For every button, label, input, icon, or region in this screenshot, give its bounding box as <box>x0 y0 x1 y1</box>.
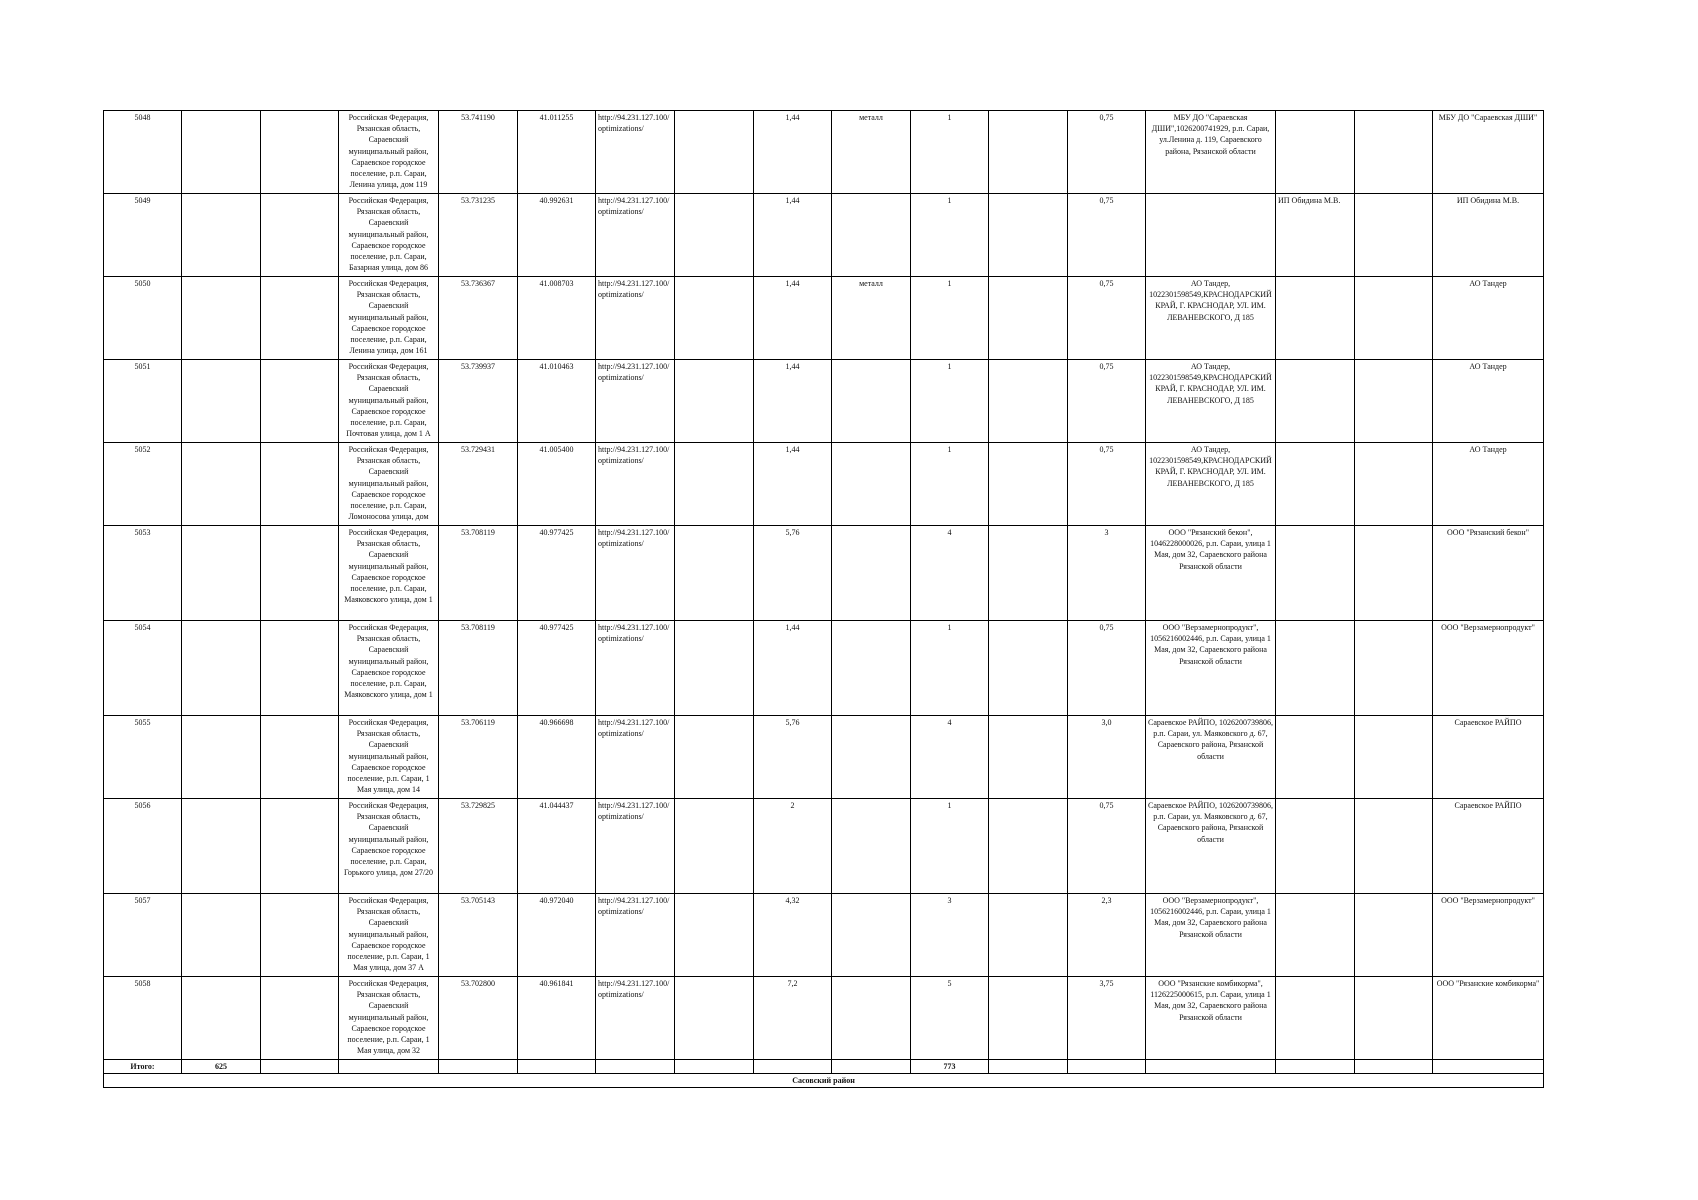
cell-empty <box>989 194 1068 277</box>
cell-url: http://94.231.127.100/optimizations/ <box>596 194 675 277</box>
cell-empty <box>989 443 1068 526</box>
cell-empty <box>261 443 339 526</box>
cell-address: Российская Федерация, Рязанская область, Сараевский муниципальный район, Сараевское городское поселение, р.п. Сараи, 1 Мая улица, дом 37 А <box>339 894 439 977</box>
cell-address: Российская Федерация, Рязанская область, Сараевский муниципальный район, Сараевское городское поселение, р.п. Сараи, Маяковского улица, дом 1 <box>339 621 439 716</box>
cell-empty <box>989 799 1068 894</box>
cell-empty <box>675 443 754 526</box>
cell-owner: ООО "Верзамернопродукт", 1056216002446, р.п. Сараи, улица 1 Мая, дом 32, Сараевского района Рязанской области <box>1146 894 1276 977</box>
cell-area: 2 <box>754 799 832 894</box>
cell-owner: Сараевское РАЙПО, 1026200739806, р.п. Сараи, ул. Маяковского д. 67, Сараевского района, Рязанской области <box>1146 799 1276 894</box>
cell-volume: 0,75 <box>1068 443 1146 526</box>
cell-lon: 41.008703 <box>518 277 596 360</box>
cell-lon: 41.010463 <box>518 360 596 443</box>
cell-empty <box>989 277 1068 360</box>
cell-source: ООО "Верзамернопродукт" <box>1433 621 1544 716</box>
cell-empty <box>261 360 339 443</box>
cell-material <box>832 716 911 799</box>
cell-empty <box>182 360 261 443</box>
cell-material <box>832 977 911 1060</box>
cell-ip <box>1276 443 1355 526</box>
cell-url: http://94.231.127.100/optimizations/ <box>596 977 675 1060</box>
cell-volume: 0,75 <box>1068 277 1146 360</box>
cell-empty <box>1355 977 1433 1060</box>
cell-id: 5054 <box>104 621 182 716</box>
cell-empty <box>989 621 1068 716</box>
cell-empty <box>261 716 339 799</box>
cell-empty <box>675 111 754 194</box>
cell-lon: 40.977425 <box>518 526 596 621</box>
cell-empty <box>675 194 754 277</box>
cell-empty <box>989 977 1068 1060</box>
cell-url: http://94.231.127.100/optimizations/ <box>596 277 675 360</box>
cell-empty <box>1276 1060 1355 1074</box>
cell-empty <box>261 277 339 360</box>
table-row <box>104 526 1544 621</box>
cell-owner: МБУ ДО "Сараевская ДШИ",1026200741929, р.п. Сараи, ул.Ленина д. 119, Сараевского района, Рязанской области <box>1146 111 1276 194</box>
cell-empty <box>182 111 261 194</box>
cell-url: http://94.231.127.100/optimizations/ <box>596 621 675 716</box>
cell-lat: 53.702800 <box>439 977 518 1060</box>
total-count: 625 <box>182 1060 261 1074</box>
cell-owner <box>1146 194 1276 277</box>
cell-empty <box>182 194 261 277</box>
cell-empty <box>182 277 261 360</box>
cell-url: http://94.231.127.100/optimizations/ <box>596 799 675 894</box>
cell-count: 4 <box>911 526 989 621</box>
cell-owner: Сараевское РАЙПО, 1026200739806, р.п. Сараи, ул. Маяковского д. 67, Сараевского района, Рязанской области <box>1146 716 1276 799</box>
cell-empty <box>675 621 754 716</box>
cell-empty <box>439 1060 518 1074</box>
cell-lat: 53.708119 <box>439 621 518 716</box>
cell-empty <box>1355 799 1433 894</box>
cell-empty <box>675 1060 754 1074</box>
cell-ip <box>1276 716 1355 799</box>
cell-ip <box>1276 111 1355 194</box>
cell-count: 1 <box>911 277 989 360</box>
cell-owner: ООО "Рязанский бекон", 1046228000026, р.п. Сараи, улица 1 Мая, дом 32, Сараевского района Рязанской области <box>1146 526 1276 621</box>
cell-area: 5,76 <box>754 526 832 621</box>
cell-count: 5 <box>911 977 989 1060</box>
cell-url: http://94.231.127.100/optimizations/ <box>596 360 675 443</box>
cell-empty <box>989 716 1068 799</box>
cell-empty <box>1355 894 1433 977</box>
cell-address: Российская Федерация, Рязанская область, Сараевский муниципальный район, Сараевское городское поселение, р.п. Сараи, Базарная улица, дом 86 <box>339 194 439 277</box>
total-row <box>104 1060 1544 1074</box>
total-label: Итого: <box>104 1060 182 1074</box>
cell-area: 1,44 <box>754 111 832 194</box>
cell-empty <box>261 111 339 194</box>
cell-source: ООО "Верзамернопродукт" <box>1433 894 1544 977</box>
cell-url: http://94.231.127.100/optimizations/ <box>596 526 675 621</box>
cell-source: ИП Обидина М.В. <box>1433 194 1544 277</box>
table-body <box>104 111 1544 1088</box>
table-row <box>104 277 1544 360</box>
cell-count: 3 <box>911 894 989 977</box>
spreadsheet-page <box>103 110 1543 1088</box>
cell-lon: 40.972040 <box>518 894 596 977</box>
cell-empty <box>1355 277 1433 360</box>
cell-area: 1,44 <box>754 360 832 443</box>
cell-id: 5049 <box>104 194 182 277</box>
district-title: Сасовский район <box>104 1074 1544 1088</box>
cell-address: Российская Федерация, Рязанская область, Сараевский муниципальный район, Сараевское городское поселение, р.п. Сараи, Ленина улица, дом 119 <box>339 111 439 194</box>
cell-id: 5055 <box>104 716 182 799</box>
cell-lat: 53.729825 <box>439 799 518 894</box>
cell-id: 5048 <box>104 111 182 194</box>
cell-count: 1 <box>911 799 989 894</box>
cell-volume: 2,3 <box>1068 894 1146 977</box>
cell-lon: 41.011255 <box>518 111 596 194</box>
cell-volume: 3,75 <box>1068 977 1146 1060</box>
cell-ip <box>1276 977 1355 1060</box>
cell-ip <box>1276 621 1355 716</box>
cell-url: http://94.231.127.100/optimizations/ <box>596 111 675 194</box>
cell-volume: 0,75 <box>1068 360 1146 443</box>
table-row <box>104 799 1544 894</box>
cell-lon: 41.005400 <box>518 443 596 526</box>
cell-empty <box>596 1060 675 1074</box>
cell-empty <box>182 526 261 621</box>
cell-empty <box>182 894 261 977</box>
cell-empty <box>261 621 339 716</box>
cell-url: http://94.231.127.100/optimizations/ <box>596 443 675 526</box>
district-row <box>104 1074 1544 1088</box>
cell-empty <box>1355 111 1433 194</box>
cell-empty <box>1355 194 1433 277</box>
table-row <box>104 716 1544 799</box>
cell-empty <box>1355 1060 1433 1074</box>
table-row <box>104 894 1544 977</box>
cell-ip <box>1276 360 1355 443</box>
cell-empty <box>182 621 261 716</box>
cell-empty <box>675 360 754 443</box>
table-row <box>104 360 1544 443</box>
cell-count: 1 <box>911 111 989 194</box>
cell-count: 4 <box>911 716 989 799</box>
cell-owner: АО Тандер, 1022301598549,КРАСНОДАРСКИЙ КРАЙ, Г. КРАСНОДАР, УЛ. ИМ. ЛЕВАНЕВСКОГО, Д 185 <box>1146 277 1276 360</box>
cell-lat: 53.731235 <box>439 194 518 277</box>
cell-lat: 53.739937 <box>439 360 518 443</box>
cell-empty <box>989 360 1068 443</box>
cell-material: металл <box>832 111 911 194</box>
cell-owner: ООО "Рязанские комбикорма", 1126225000615, р.п. Сараи, улица 1 Мая, дом 32, Сараевского района Рязанской области <box>1146 977 1276 1060</box>
cell-empty <box>1068 1060 1146 1074</box>
cell-ip: ИП Обидина М.В. <box>1276 194 1355 277</box>
cell-area: 1,44 <box>754 277 832 360</box>
cell-area: 4,32 <box>754 894 832 977</box>
cell-empty <box>1355 526 1433 621</box>
cell-id: 5050 <box>104 277 182 360</box>
cell-lon: 40.992631 <box>518 194 596 277</box>
cell-address: Российская Федерация, Рязанская область, Сараевский муниципальный район, Сараевское городское поселение, р.п. Сараи, 1 Мая улица, дом 32 <box>339 977 439 1060</box>
cell-empty <box>675 977 754 1060</box>
cell-area: 1,44 <box>754 443 832 526</box>
cell-material: металл <box>832 277 911 360</box>
cell-lon: 40.966698 <box>518 716 596 799</box>
cell-volume: 0,75 <box>1068 799 1146 894</box>
cell-lat: 53.706119 <box>439 716 518 799</box>
cell-empty <box>675 526 754 621</box>
cell-material <box>832 621 911 716</box>
cell-ip <box>1276 894 1355 977</box>
table-row <box>104 443 1544 526</box>
cell-source: Сараевское РАЙПО <box>1433 716 1544 799</box>
cell-count: 1 <box>911 194 989 277</box>
cell-source: ООО "Рязанский бекон" <box>1433 526 1544 621</box>
cell-id: 5056 <box>104 799 182 894</box>
cell-empty <box>261 799 339 894</box>
cell-empty <box>518 1060 596 1074</box>
cell-lat: 53.736367 <box>439 277 518 360</box>
cell-empty <box>1355 716 1433 799</box>
cell-empty <box>989 111 1068 194</box>
cell-source: АО Тандер <box>1433 277 1544 360</box>
cell-empty <box>989 1060 1068 1074</box>
cell-area: 5,76 <box>754 716 832 799</box>
cell-volume: 0,75 <box>1068 621 1146 716</box>
cell-area: 1,44 <box>754 194 832 277</box>
cell-empty <box>339 1060 439 1074</box>
cell-empty <box>754 1060 832 1074</box>
table-row <box>104 194 1544 277</box>
cell-empty <box>675 894 754 977</box>
cell-ip <box>1276 277 1355 360</box>
cell-empty <box>261 977 339 1060</box>
cell-address: Российская Федерация, Рязанская область, Сараевский муниципальный район, Сараевское городское поселение, р.п. Сараи, 1 Мая улица, дом 14 <box>339 716 439 799</box>
cell-ip <box>1276 799 1355 894</box>
table-row <box>104 621 1544 716</box>
cell-empty <box>675 716 754 799</box>
cell-area: 1,44 <box>754 621 832 716</box>
cell-url: http://94.231.127.100/optimizations/ <box>596 716 675 799</box>
cell-source: МБУ ДО "Сараевская ДШИ" <box>1433 111 1544 194</box>
data-table <box>103 110 1544 1088</box>
cell-empty <box>1433 1060 1544 1074</box>
cell-owner: ООО "Верзамернопродукт", 1056216002446, р.п. Сараи, улица 1 Мая, дом 32, Сараевского района Рязанской области <box>1146 621 1276 716</box>
cell-ip <box>1276 526 1355 621</box>
cell-lon: 40.961841 <box>518 977 596 1060</box>
cell-address: Российская Федерация, Рязанская область, Сараевский муниципальный район, Сараевское городское поселение, р.п. Сараи, Ленина улица, дом 161 <box>339 277 439 360</box>
cell-source: Сараевское РАЙПО <box>1433 799 1544 894</box>
cell-lat: 53.741190 <box>439 111 518 194</box>
cell-empty <box>1355 621 1433 716</box>
cell-source: АО Тандер <box>1433 443 1544 526</box>
cell-url: http://94.231.127.100/optimizations/ <box>596 894 675 977</box>
cell-volume: 0,75 <box>1068 111 1146 194</box>
cell-id: 5058 <box>104 977 182 1060</box>
cell-empty <box>1146 1060 1276 1074</box>
cell-id: 5053 <box>104 526 182 621</box>
cell-material <box>832 443 911 526</box>
cell-empty <box>261 894 339 977</box>
cell-area: 7,2 <box>754 977 832 1060</box>
cell-empty <box>1355 360 1433 443</box>
cell-empty <box>832 1060 911 1074</box>
cell-empty <box>675 799 754 894</box>
cell-empty <box>182 977 261 1060</box>
cell-material <box>832 194 911 277</box>
cell-count: 1 <box>911 360 989 443</box>
cell-source: АО Тандер <box>1433 360 1544 443</box>
cell-empty <box>989 526 1068 621</box>
cell-material <box>832 894 911 977</box>
cell-address: Российская Федерация, Рязанская область, Сараевский муниципальный район, Сараевское городское поселение, р.п. Сараи, Горького улица, дом 27/20 <box>339 799 439 894</box>
cell-volume: 3 <box>1068 526 1146 621</box>
cell-lat: 53.705143 <box>439 894 518 977</box>
cell-empty <box>182 799 261 894</box>
cell-lat: 53.729431 <box>439 443 518 526</box>
cell-address: Российская Федерация, Рязанская область, Сараевский муниципальный район, Сараевское городское поселение, р.п. Сараи, Маяковского улица, дом 1 <box>339 526 439 621</box>
cell-source: ООО "Рязанские комбикорма" <box>1433 977 1544 1060</box>
table-row <box>104 977 1544 1060</box>
cell-volume: 0,75 <box>1068 194 1146 277</box>
cell-lon: 40.977425 <box>518 621 596 716</box>
total-sum: 773 <box>911 1060 989 1074</box>
cell-id: 5057 <box>104 894 182 977</box>
cell-material <box>832 526 911 621</box>
cell-count: 1 <box>911 443 989 526</box>
cell-address: Российская Федерация, Рязанская область, Сараевский муниципальный район, Сараевское городское поселение, р.п. Сараи, Почтовая улица, дом 1 А <box>339 360 439 443</box>
cell-empty <box>182 443 261 526</box>
cell-id: 5052 <box>104 443 182 526</box>
cell-empty <box>182 716 261 799</box>
cell-id: 5051 <box>104 360 182 443</box>
cell-lon: 41.044437 <box>518 799 596 894</box>
table-row <box>104 111 1544 194</box>
cell-empty <box>261 526 339 621</box>
cell-lat: 53.708119 <box>439 526 518 621</box>
cell-address: Российская Федерация, Рязанская область, Сараевский муниципальный район, Сараевское городское поселение, р.п. Сараи, Ломоносова улица, дом <box>339 443 439 526</box>
cell-owner: АО Тандер, 1022301598549,КРАСНОДАРСКИЙ КРАЙ, Г. КРАСНОДАР, УЛ. ИМ. ЛЕВАНЕВСКОГО, Д 185 <box>1146 360 1276 443</box>
cell-material <box>832 799 911 894</box>
cell-empty <box>675 277 754 360</box>
cell-empty <box>261 1060 339 1074</box>
cell-empty <box>1355 443 1433 526</box>
cell-empty <box>261 194 339 277</box>
cell-volume: 3,0 <box>1068 716 1146 799</box>
cell-count: 1 <box>911 621 989 716</box>
cell-material <box>832 360 911 443</box>
cell-empty <box>989 894 1068 977</box>
cell-owner: АО Тандер, 1022301598549,КРАСНОДАРСКИЙ КРАЙ, Г. КРАСНОДАР, УЛ. ИМ. ЛЕВАНЕВСКОГО, Д 185 <box>1146 443 1276 526</box>
